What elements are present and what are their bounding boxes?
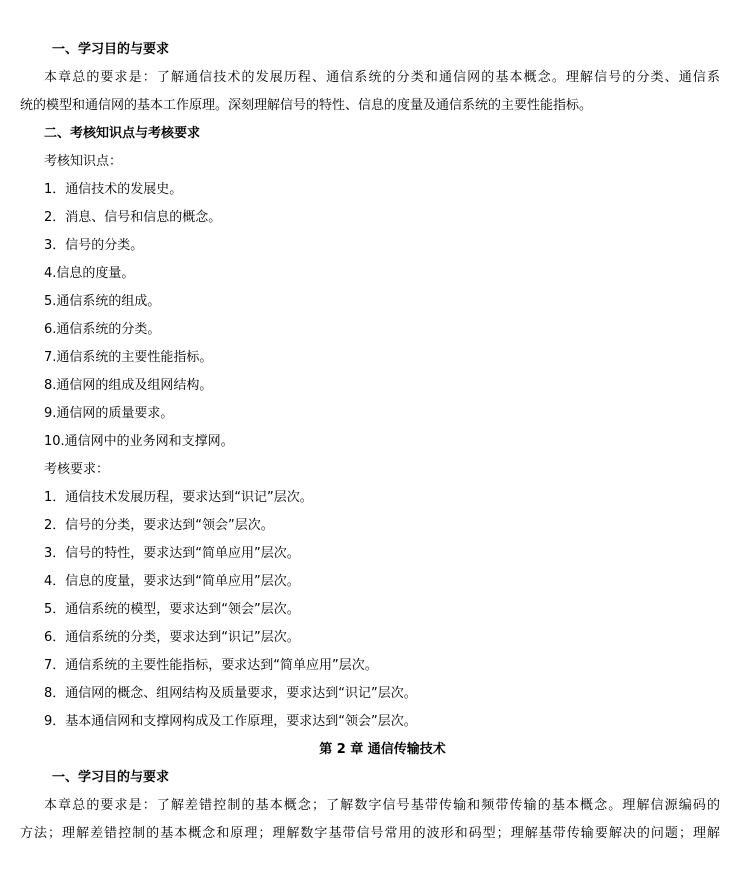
knowledge-point-item: 7.通信系统的主要性能指标。 [44,350,213,365]
section-heading-objectives: 一、学习目的与要求 [52,42,170,57]
chapter-title: 第 2 章 通信传输技术 [319,742,446,757]
requirement-item: 2．信号的分类，要求达到“领会”层次。 [44,518,274,533]
knowledge-point-item: 2．消息、信号和信息的概念。 [44,210,222,225]
requirement-item: 3．信号的特性，要求达到“简单应用”层次。 [44,546,300,561]
knowledge-point-item: 6.通信系统的分类。 [44,322,161,337]
chapter2-paragraph-line-1: 本章总的要求是：了解差错控制的基本概念；了解数字信号基带传输和频带传输的基本概念。理解信源编码的 [44,798,720,813]
requirement-item: 5．通信系统的模型，要求达到“领会”层次。 [44,602,300,617]
requirement-item: 9．基本通信网和支撑网构成及工作原理，要求达到“领会”层次。 [44,714,417,729]
knowledge-point-item: 10.通信网中的业务网和支撑网。 [44,434,234,449]
knowledge-point-item: 8.通信网的组成及组网结构。 [44,378,213,393]
knowledge-point-item: 3．信号的分类。 [44,238,144,253]
knowledge-point-item: 4.信息的度量。 [44,266,135,281]
section-heading-exam: 二、考核知识点与考核要求 [44,126,201,141]
requirement-item: 7．通信系统的主要性能指标，要求达到“简单应用”层次。 [44,658,378,673]
knowledge-point-item: 9.通信网的质量要求。 [44,406,174,421]
knowledge-point-item: 5.通信系统的组成。 [44,294,161,309]
knowledge-point-item: 1．通信技术的发展史。 [44,182,183,197]
objectives-paragraph-line-2: 统的模型和通信网的基本工作原理。深刻理解信号的特性、信息的度量及通信系统的主要性能指标。 [20,98,593,113]
requirement-item: 4．信息的度量，要求达到“简单应用”层次。 [44,574,300,589]
chapter2-heading-objectives: 一、学习目的与要求 [52,770,170,785]
chapter2-paragraph-line-2: 方法；理解差错控制的基本概念和原理；理解数字基带信号常用的波形和码型；理解基带传输要解决的问题；理解 [20,826,720,841]
knowledge-points-label: 考核知识点： [44,154,123,169]
requirements-label: 考核要求： [44,462,110,477]
objectives-paragraph-line-1: 本章总的要求是：了解通信技术的发展历程、通信系统的分类和通信网的基本概念。理解信号的分类、通信系 [44,70,720,85]
requirement-item: 1．通信技术发展历程，要求达到“识记”层次。 [44,490,313,505]
requirement-item: 6．通信系统的分类，要求达到“识记”层次。 [44,630,300,645]
requirement-item: 8．通信网的概念、组网结构及质量要求，要求达到“识记”层次。 [44,686,417,701]
